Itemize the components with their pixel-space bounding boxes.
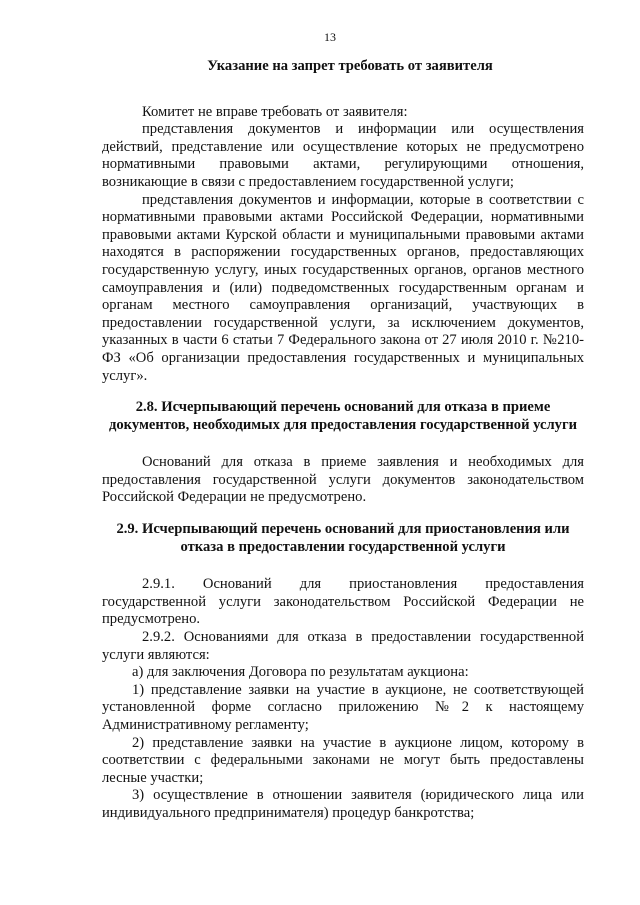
paragraph-1: представления документов и информации или осуществления действий, представление или осуществление которых не предусмотрено нормативными правовыми актами, регулирующими отношения, возникающие в связи с предоставлением государственной услуги; xyxy=(102,121,584,190)
list-item-a: а) для заключения Договора по результатам аукциона: xyxy=(132,664,469,681)
paragraph-2: представления документов и информации, которые в соответствии с нормативными правовыми актами Российской Федерации, нормативными правовыми актами Курской области и муниципальными правовыми актами находятся в распоряжении государственных органов, предоставляющих государственную услугу, иных государственных органов, органов местного самоуправления и (или) подведомственных государственным органам и органам местного самоуправления организаций, участвующих в предоставлении государственной услуги, за исключением документов, указанных в части 6 статьи 7 Федерального закона от 27 июля 2010 г. №210-ФЗ «Об организации предоставления государственных и муниципальных услуг». xyxy=(102,191,584,384)
paragraph-3: Оснований для отказа в приеме заявления и необходимых для предоставления государственной услуги документов законодательством Российской Федерации не предусмотрено. xyxy=(102,454,584,506)
section-heading-2-8: 2.8. Исчерпывающий перечень оснований для отказа в приеме документов, необходимых для предоставления государственной услуги xyxy=(109,399,577,433)
paragraph-2-9-2: 2.9.2. Основаниями для отказа в предоставлении государственной услуги являются: xyxy=(102,629,584,663)
paragraph-intro: Комитет не вправе требовать от заявителя: xyxy=(142,103,408,120)
page-number: 13 xyxy=(324,30,336,44)
list-item-2: 2) представление заявки на участие в аукционе лицом, которому в соответствии с федеральными законами не могут быть предоставлены лесные участки; xyxy=(102,734,584,786)
list-item-1: 1) представление заявки на участие в аукционе, не соответствующей установленной форме согласно приложению №2 к настоящему Административному регламенту; xyxy=(102,681,584,733)
section-heading-2-9: 2.9. Исчерпывающий перечень оснований для приостановления или отказа в предоставлении государственной услуги xyxy=(116,521,570,555)
list-item-3: 3) осуществление в отношении заявителя (юридического лица или индивидуального предпринимателя) процедур банкротства; xyxy=(102,787,584,821)
document-body xyxy=(102,58,584,823)
paragraph-2-9-1: 2.9.1. Оснований для приостановления предоставления государственной услуги законодательством Российской Федерации не предусмотрено. xyxy=(102,576,584,628)
section-heading-prohibition: Указание на запрет требовать от заявителя xyxy=(207,58,493,74)
